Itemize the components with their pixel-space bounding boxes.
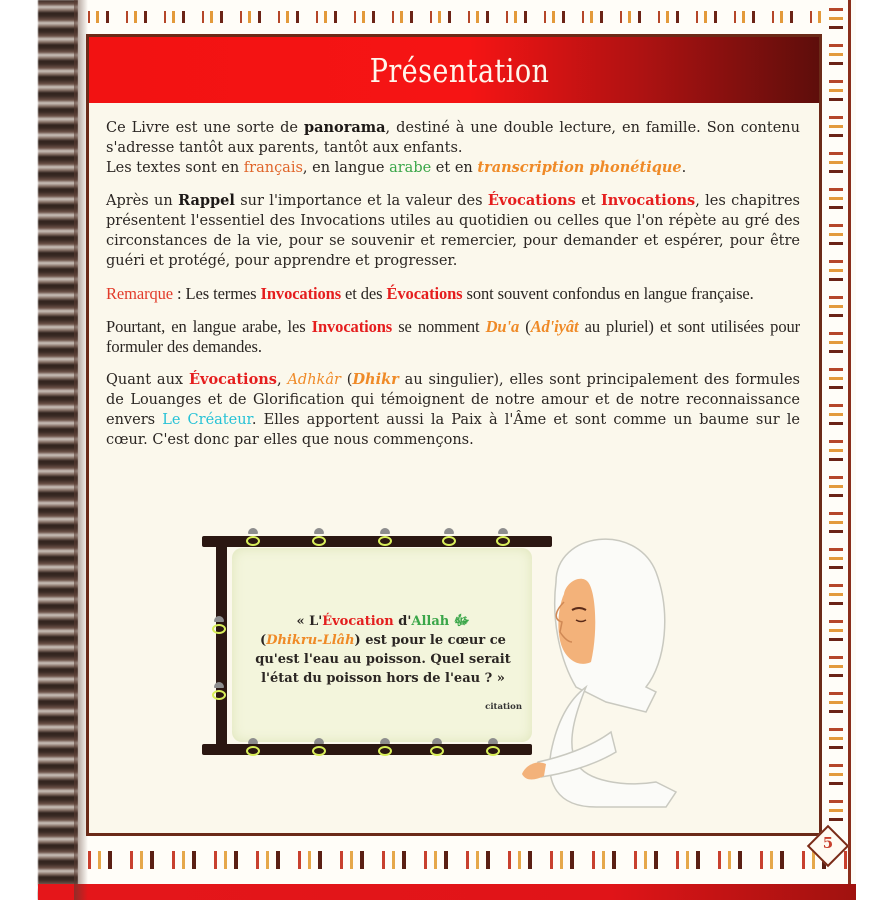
page-title: Présentation: [370, 50, 550, 90]
quote-attribution: citation: [485, 702, 522, 712]
text-span: et: [575, 193, 601, 209]
text-span: sur l'importance et la valeur des: [234, 193, 488, 209]
text-span: Après un: [106, 193, 179, 209]
term-dhikru-llah: Dhikru-Llâh: [266, 633, 355, 648]
ribbon-tie-icon: [212, 622, 226, 638]
term-dua: Du'a: [485, 317, 520, 336]
text-span: (: [260, 633, 267, 648]
ribbon-tie-icon: [212, 688, 226, 704]
keyword-invocations: Invocations: [260, 284, 342, 303]
praying-girl-illustration: [516, 512, 696, 812]
cover-edge: [38, 884, 856, 900]
ribbon-tie-icon: [246, 534, 260, 550]
text-span: .: [681, 160, 687, 176]
keyword-invocations: Invocations: [600, 192, 696, 209]
text-span: (: [340, 372, 353, 388]
text-span: Quant aux: [106, 372, 189, 388]
paragraph-remarque: [106, 284, 800, 304]
ribbon-tie-icon: [312, 744, 326, 760]
keyword-rappel: Rappel: [178, 192, 235, 209]
keyword-transcription: transcription phonétique: [477, 159, 682, 176]
text-span: ,: [276, 372, 288, 388]
text-span: et des: [341, 284, 387, 303]
text-span: , destiné à une double lecture, en famille. Son contenu s'adresse tantôt aux parents, tantôt aux enfants.: [106, 120, 800, 156]
keyword-francais: français: [243, 160, 303, 176]
text-span: « L': [296, 614, 323, 629]
ribbon-tie-icon: [312, 534, 326, 550]
keyword-evocations: Évocations: [487, 192, 576, 209]
text-span: (: [519, 317, 531, 336]
page-number-badge: [808, 826, 848, 866]
text-span: ) est pour le cœur ce qu'est l'eau au poisson. Quel serait l'état du poisson hors de l'eau ? »: [255, 633, 511, 686]
ribbon-tie-icon: [430, 744, 444, 760]
page-edge-rule: [848, 0, 851, 884]
text-span: et en: [431, 160, 478, 176]
text-span: Ce Livre est une sorte de: [106, 120, 304, 136]
term-adhkar: Adhkâr: [287, 372, 341, 388]
title-banner: [89, 37, 819, 103]
quote-text: [238, 612, 528, 688]
keyword-evocations: Évocations: [386, 284, 463, 303]
text-span: Pourtant, en langue arabe, les: [106, 317, 312, 336]
keyword-allah: Allah: [411, 614, 450, 629]
paragraph-rappel: [106, 191, 800, 271]
page-number: 5: [822, 834, 834, 852]
binding-shadow: [74, 0, 88, 900]
text-span: d': [393, 614, 412, 629]
calligraphy-ligature-icon: ﷻ: [453, 613, 470, 629]
text-span: au pluriel) et sont utilisées pour formuler des demandes.: [106, 317, 801, 356]
text-span: , les chapitres présentent l'essentiel des Invocations utiles au quotidien ou celles que l'on répète au gré des circonstances de la vie, pour se souvenir et remercier, pour demander et espérer, pour être guéri et protégé, pour apprendre et progresser.: [106, 193, 800, 269]
ornamental-border-right: [822, 0, 850, 884]
paragraph-pourtant: [106, 317, 800, 357]
paragraph-intro: [106, 118, 800, 178]
text-span: se nomment: [392, 317, 486, 336]
paragraph-evocations: [106, 370, 800, 450]
keyword-arabe: arabe: [389, 160, 432, 176]
body-text: [106, 118, 800, 463]
ornamental-border-top: [78, 0, 848, 34]
book-page: [78, 0, 856, 900]
ribbon-tie-icon: [442, 534, 456, 550]
text-span: . Elles apportent aussi la Paix à l'Âme et sont comme un baume sur le cœur. C'est donc par elles que nous commençons.: [106, 412, 800, 448]
text-span: au singulier), elles sont principalement des formules de Louanges et de Glorification qui témoignent de notre amour et de notre reconnaissance envers: [106, 372, 800, 428]
ornamental-border-bottom: [78, 836, 848, 884]
text-span: sont souvent confondus en langue française.: [462, 284, 754, 303]
term-adiyat: Ad'iyât: [530, 317, 579, 336]
spiral-binding: [38, 0, 78, 900]
ribbon-tie-icon: [246, 744, 260, 760]
keyword-evocation: Évocation: [322, 614, 394, 629]
ribbon-tie-icon: [496, 534, 510, 550]
ribbon-tie-icon: [378, 534, 392, 550]
keyword-evocations: Évocations: [188, 371, 277, 388]
ribbon-tie-icon: [486, 744, 500, 760]
scroll-rod-left: [216, 536, 227, 755]
ribbon-tie-icon: [378, 744, 392, 760]
term-dhikr: Dhikr: [352, 371, 399, 388]
text-span: , en langue: [302, 160, 390, 176]
keyword-invocations: Invocations: [311, 317, 393, 336]
keyword-le-createur: Le Créateur: [162, 412, 252, 428]
text-span: Les textes sont en: [106, 160, 244, 176]
label-remarque: Remarque: [106, 284, 174, 303]
text-span: : Les termes: [173, 284, 261, 303]
keyword-panorama: panorama: [303, 119, 386, 136]
